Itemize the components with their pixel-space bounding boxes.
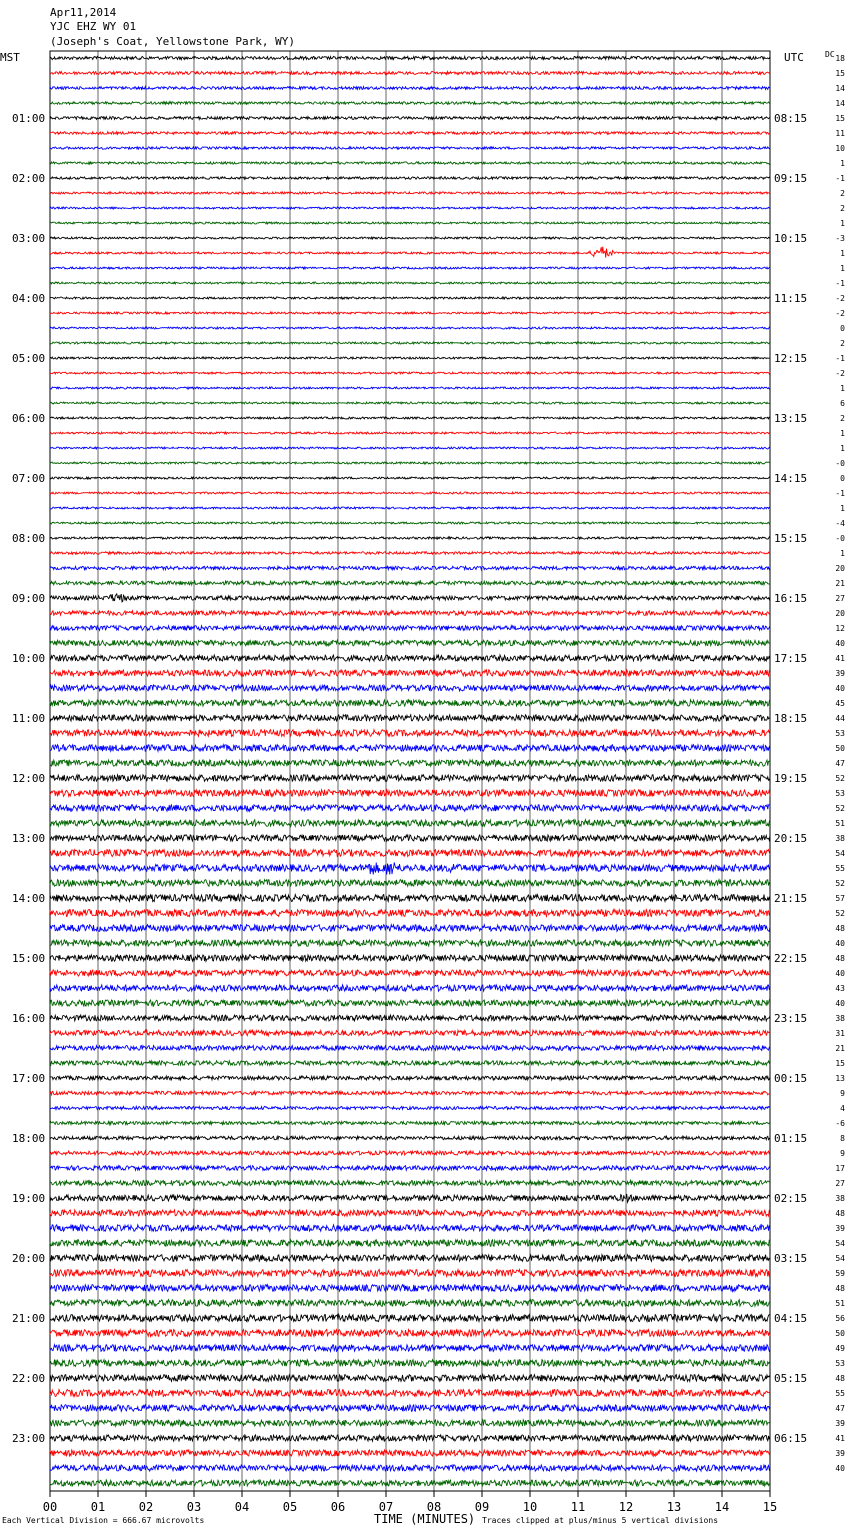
trace-line <box>50 417 770 419</box>
right-hour-label: 01:15 <box>774 1132 808 1145</box>
right-hour-label: 15:15 <box>774 532 808 545</box>
trace-line <box>50 805 770 812</box>
dc-offset-label: 48 <box>835 924 845 933</box>
trace-line <box>50 387 770 389</box>
dc-offset-label: 48 <box>835 1209 845 1218</box>
left-hour-label: 16:00 <box>12 1012 46 1025</box>
dc-offset-label: 15 <box>835 69 845 78</box>
right-hour-label: 19:15 <box>774 772 808 785</box>
left-hour-label: 08:00 <box>12 532 46 545</box>
dc-offset-label: 38 <box>835 1014 845 1023</box>
trace-line <box>50 56 770 59</box>
dc-offset-label: 20 <box>835 609 845 618</box>
trace-line <box>50 745 770 752</box>
trace-line <box>50 162 770 164</box>
trace-line <box>50 640 770 646</box>
dc-offset-label: 2 <box>840 189 845 198</box>
trace-line <box>50 1061 770 1065</box>
x-axis-ticks <box>43 1491 777 1514</box>
right-hour-label: 20:15 <box>774 832 808 845</box>
trace-line <box>50 372 770 374</box>
dc-offset-label: 45 <box>835 699 845 708</box>
dc-offset-label: 27 <box>835 594 845 603</box>
footer-clip-note: Traces clipped at plus/minus 5 vertical divisions <box>482 1516 719 1525</box>
trace-line <box>50 522 770 524</box>
trace-line <box>50 102 770 105</box>
dc-offset-label: 15 <box>835 1059 845 1068</box>
x-tick-label: 05 <box>282 1500 298 1514</box>
trace-line <box>50 611 770 616</box>
dc-offset-label: 9 <box>840 1149 845 1158</box>
left-hour-label: 12:00 <box>12 772 46 785</box>
dc-offset-label: 52 <box>835 804 845 813</box>
dc-offset-label: 20 <box>835 564 845 573</box>
dc-offset-label: 39 <box>835 1449 845 1458</box>
dc-offset-label: -0 <box>835 534 845 543</box>
trace-line <box>50 207 770 209</box>
left-hour-label: 17:00 <box>12 1072 46 1085</box>
trace-line <box>50 1166 770 1171</box>
dc-offset-label: 57 <box>835 894 845 903</box>
dc-offset-label: -2 <box>835 309 845 318</box>
trace-line <box>50 1015 770 1021</box>
dc-offset-label: 40 <box>835 684 845 693</box>
trace-rows <box>50 56 770 1486</box>
trace-line <box>50 1285 770 1292</box>
dc-offset-label: 43 <box>835 984 845 993</box>
right-hour-label: 00:15 <box>774 1072 808 1085</box>
trace-line <box>50 715 770 721</box>
dc-offset-label: 39 <box>835 669 845 678</box>
trace-line <box>50 357 770 359</box>
trace-line <box>50 700 770 706</box>
dc-offset-label: 40 <box>835 969 845 978</box>
left-hour-label: 19:00 <box>12 1192 46 1205</box>
left-hour-label: 20:00 <box>12 1252 46 1265</box>
trace-line <box>50 192 770 194</box>
x-tick-label: 10 <box>522 1500 538 1514</box>
trace-line <box>50 820 770 827</box>
dc-offset-label: -1 <box>835 279 845 288</box>
trace-line <box>50 775 770 782</box>
dc-offset-label: 1 <box>840 429 845 438</box>
trace-line <box>50 1000 770 1006</box>
dc-offset-label: 21 <box>835 1044 845 1053</box>
dc-offset-label: 56 <box>835 1314 845 1323</box>
trace-line <box>50 117 770 120</box>
dc-offset-label: 39 <box>835 1224 845 1233</box>
dc-offset-label: 14 <box>835 84 845 93</box>
trace-line <box>50 1136 770 1140</box>
dc-offset-label: 13 <box>835 1074 845 1083</box>
dc-offset-label: -1 <box>835 489 845 498</box>
left-hour-label: 22:00 <box>12 1372 46 1385</box>
right-hour-label: 12:15 <box>774 352 808 365</box>
dc-offset-label: 1 <box>840 549 845 558</box>
trace-line <box>50 1180 770 1185</box>
dc-offset-label: 49 <box>835 1344 845 1353</box>
right-timezone-label: UTC <box>784 51 804 64</box>
trace-line <box>50 492 770 494</box>
dc-offset-label: 51 <box>835 1299 845 1308</box>
dc-offset-label: -6 <box>835 1119 845 1128</box>
left-hour-label: 11:00 <box>12 712 46 725</box>
trace-line <box>50 1121 770 1124</box>
dc-offset-label: 41 <box>835 654 845 663</box>
x-tick-label: 11 <box>570 1500 586 1514</box>
trace-line <box>50 1194 770 1202</box>
trace-line <box>50 477 770 479</box>
trace-line <box>50 925 770 932</box>
dc-offset-label: 11 <box>835 129 845 138</box>
right-hour-label: 08:15 <box>774 112 808 125</box>
x-tick-label: 14 <box>714 1500 730 1514</box>
trace-line <box>50 655 770 661</box>
dc-offset-label: 47 <box>835 759 845 768</box>
right-hour-label: 16:15 <box>774 592 808 605</box>
dc-offset-label: -2 <box>835 369 845 378</box>
header-location: (Joseph's Coat, Yellowstone Park, WY) <box>50 35 296 48</box>
trace-line <box>50 147 770 149</box>
trace-line <box>50 1255 770 1262</box>
dc-offset-label: 41 <box>835 1434 845 1443</box>
trace-line <box>50 1151 770 1155</box>
dc-offset-label: 55 <box>835 1389 845 1398</box>
left-hour-label: 02:00 <box>12 172 46 185</box>
trace-line <box>50 247 770 258</box>
right-hour-label: 10:15 <box>774 232 808 245</box>
dc-offset-labels <box>835 54 845 1473</box>
dc-offset-label: 55 <box>835 864 845 873</box>
trace-line <box>50 1435 770 1441</box>
dc-offset-label: 38 <box>835 1194 845 1203</box>
trace-line <box>50 342 770 344</box>
trace-line <box>50 1345 770 1352</box>
trace-line <box>50 1420 770 1426</box>
right-hour-label: 04:15 <box>774 1312 808 1325</box>
dc-offset-label: 1 <box>840 444 845 453</box>
x-tick-label: 01 <box>90 1500 106 1514</box>
trace-line <box>50 910 770 917</box>
trace-line <box>50 895 770 902</box>
dc-offset-label: 4 <box>840 1104 845 1113</box>
trace-line <box>50 1046 770 1051</box>
right-hour-label: 21:15 <box>774 892 808 905</box>
header-station: YJC EHZ WY 01 <box>50 20 137 33</box>
trace-line <box>50 566 770 569</box>
trace-line <box>50 1106 770 1109</box>
trace-line <box>50 327 770 329</box>
trace-line <box>50 177 770 179</box>
trace-line <box>50 760 770 766</box>
dc-offset-label: 1 <box>840 159 845 168</box>
left-hour-label: 21:00 <box>12 1312 46 1325</box>
dc-offset-label: 6 <box>840 399 845 408</box>
trace-line <box>50 1240 770 1247</box>
trace-line <box>50 267 770 269</box>
dc-offset-label: -2 <box>835 294 845 303</box>
trace-line <box>50 297 770 299</box>
dc-offset-label: 40 <box>835 999 845 1008</box>
dc-offset-label: 8 <box>840 1134 845 1143</box>
trace-line <box>50 462 770 464</box>
dc-offset-label: 59 <box>835 1269 845 1278</box>
trace-line <box>50 862 770 874</box>
dc-offset-label: 51 <box>835 819 845 828</box>
x-tick-label: 06 <box>330 1500 346 1514</box>
dc-offset-label: 21 <box>835 579 845 588</box>
dc-offset-label: 2 <box>840 339 845 348</box>
trace-line <box>50 1030 770 1035</box>
dc-offset-label: 47 <box>835 1404 845 1413</box>
left-hour-label: 18:00 <box>12 1132 46 1145</box>
trace-line <box>50 970 770 976</box>
dc-offset-label: 52 <box>835 774 845 783</box>
dc-offset-label: 1 <box>840 219 845 228</box>
dc-offset-label: 2 <box>840 414 845 423</box>
left-hour-label: 06:00 <box>12 412 46 425</box>
dc-offset-label: 17 <box>835 1164 845 1173</box>
left-hour-label: 07:00 <box>12 472 46 485</box>
trace-line <box>50 670 770 676</box>
x-axis-title: TIME (MINUTES) <box>374 1512 476 1526</box>
x-tick-label: 02 <box>138 1500 154 1514</box>
dc-offset-label: 14 <box>835 99 845 108</box>
left-hour-label: 15:00 <box>12 952 46 965</box>
dc-offset-label: 0 <box>840 324 845 333</box>
dc-offset-label: 1 <box>840 249 845 258</box>
x-tick-label: 09 <box>474 1500 490 1514</box>
dc-offset-label: -1 <box>835 354 845 363</box>
dc-offset-label: 40 <box>835 1464 845 1473</box>
x-tick-label: 15 <box>762 1500 778 1514</box>
trace-line <box>50 730 770 737</box>
right-hour-label: 11:15 <box>774 292 808 305</box>
dc-offset-label: 12 <box>835 624 845 633</box>
left-hour-label: 03:00 <box>12 232 46 245</box>
trace-line <box>50 1270 770 1277</box>
dc-offset-label: 52 <box>835 879 845 888</box>
right-hour-label: 22:15 <box>774 952 808 965</box>
trace-line <box>50 1076 770 1080</box>
trace-line <box>50 132 770 135</box>
left-hour-label: 23:00 <box>12 1432 46 1445</box>
dc-offset-label: 40 <box>835 639 845 648</box>
trace-line <box>50 685 770 691</box>
x-tick-label: 03 <box>186 1500 202 1514</box>
trace-line <box>50 432 770 434</box>
dc-offset-label: 1 <box>840 264 845 273</box>
right-hour-label: 03:15 <box>774 1252 808 1265</box>
dc-offset-label: 48 <box>835 1284 845 1293</box>
dc-offset-label: 54 <box>835 1254 845 1263</box>
left-hour-label: 04:00 <box>12 292 46 305</box>
left-hour-label: 14:00 <box>12 892 46 905</box>
trace-line <box>50 1360 770 1367</box>
footer-scale-note: Each Vertical Division = 666.67 microvolts <box>2 1516 205 1525</box>
trace-line <box>50 626 770 631</box>
trace-line <box>50 552 770 555</box>
dc-offset-label: 53 <box>835 1359 845 1368</box>
dc-offset-label: -4 <box>835 519 845 528</box>
trace-line <box>50 507 770 509</box>
trace-line <box>50 1210 770 1216</box>
trace-line <box>50 87 770 90</box>
right-hour-label: 06:15 <box>774 1432 808 1445</box>
dc-offset-label: -3 <box>835 234 845 243</box>
left-hour-label: 13:00 <box>12 832 46 845</box>
header-date: Apr11,2014 <box>50 6 117 19</box>
dc-offset-label: 2 <box>840 204 845 213</box>
right-hour-label: 23:15 <box>774 1012 808 1025</box>
trace-line <box>50 1091 770 1095</box>
trace-line <box>50 940 770 946</box>
trace-line <box>50 581 770 585</box>
dc-offset-label: 27 <box>835 1179 845 1188</box>
trace-line <box>50 537 770 539</box>
x-tick-label: 13 <box>666 1500 682 1514</box>
trace-line <box>50 985 770 991</box>
right-hour-label: 17:15 <box>774 652 808 665</box>
dc-offset-label: 50 <box>835 1329 845 1338</box>
x-tick-label: 04 <box>234 1500 250 1514</box>
dc-offset-label: 53 <box>835 789 845 798</box>
trace-line <box>50 1465 770 1471</box>
right-hour-label: 14:15 <box>774 472 808 485</box>
trace-line <box>50 402 770 404</box>
dc-offset-label: -1 <box>835 174 845 183</box>
dc-offset-label: 15 <box>835 114 845 123</box>
dc-offset-label: 0 <box>840 474 845 483</box>
trace-line <box>50 955 770 961</box>
dc-offset-label: 48 <box>835 1374 845 1383</box>
left-hour-label: 01:00 <box>12 112 46 125</box>
trace-line <box>50 1300 770 1307</box>
dc-offset-label: 9 <box>840 1089 845 1098</box>
dc-offset-label: 52 <box>835 909 845 918</box>
dc-offset-label: 1 <box>840 384 845 393</box>
dc-offset-label: 53 <box>835 729 845 738</box>
left-timezone-label: MST <box>0 51 20 64</box>
dc-header-label: DC <box>825 50 835 59</box>
trace-line <box>50 312 770 314</box>
x-tick-label: 12 <box>618 1500 634 1514</box>
trace-line <box>50 1390 770 1397</box>
x-tick-label: 07 <box>378 1500 394 1514</box>
trace-line <box>50 790 770 797</box>
trace-line <box>50 72 770 75</box>
dc-offset-label: 40 <box>835 939 845 948</box>
trace-line <box>50 1315 770 1322</box>
x-tick-label: 00 <box>42 1500 58 1514</box>
trace-line <box>50 222 770 224</box>
trace-line <box>50 1330 770 1337</box>
dc-offset-label: 31 <box>835 1029 845 1038</box>
dc-offset-label: 54 <box>835 1239 845 1248</box>
right-hour-label: 09:15 <box>774 172 808 185</box>
right-hour-label: 02:15 <box>774 1192 808 1205</box>
right-hour-label: 05:15 <box>774 1372 808 1385</box>
trace-line <box>50 1450 770 1456</box>
trace-line <box>50 447 770 449</box>
left-hour-label: 09:00 <box>12 592 46 605</box>
dc-offset-label: 39 <box>835 1419 845 1428</box>
dc-offset-label: 48 <box>835 954 845 963</box>
trace-line <box>50 282 770 284</box>
left-hour-label: 10:00 <box>12 652 46 665</box>
trace-line <box>50 835 770 841</box>
right-hour-label: 13:15 <box>774 412 808 425</box>
dc-offset-label: 44 <box>835 714 845 723</box>
trace-line <box>50 850 770 857</box>
trace-line <box>50 1480 770 1486</box>
dc-offset-label: 1 <box>840 504 845 513</box>
right-hour-label: 18:15 <box>774 712 808 725</box>
dc-offset-label: 50 <box>835 744 845 753</box>
dc-offset-label: 10 <box>835 144 845 153</box>
trace-line <box>50 1375 770 1382</box>
trace-line <box>50 1225 770 1231</box>
trace-line <box>50 880 770 887</box>
left-hour-label: 05:00 <box>12 352 46 365</box>
dc-offset-label: 18 <box>835 54 845 63</box>
left-hour-labels <box>12 112 45 1445</box>
dc-offset-label: -0 <box>835 459 845 468</box>
right-hour-labels <box>774 112 807 1445</box>
trace-line <box>50 594 770 602</box>
trace-line <box>50 237 770 239</box>
dc-offset-label: 38 <box>835 834 845 843</box>
x-tick-label: 08 <box>426 1500 442 1514</box>
trace-line <box>50 1405 770 1412</box>
dc-offset-label: 54 <box>835 849 845 858</box>
